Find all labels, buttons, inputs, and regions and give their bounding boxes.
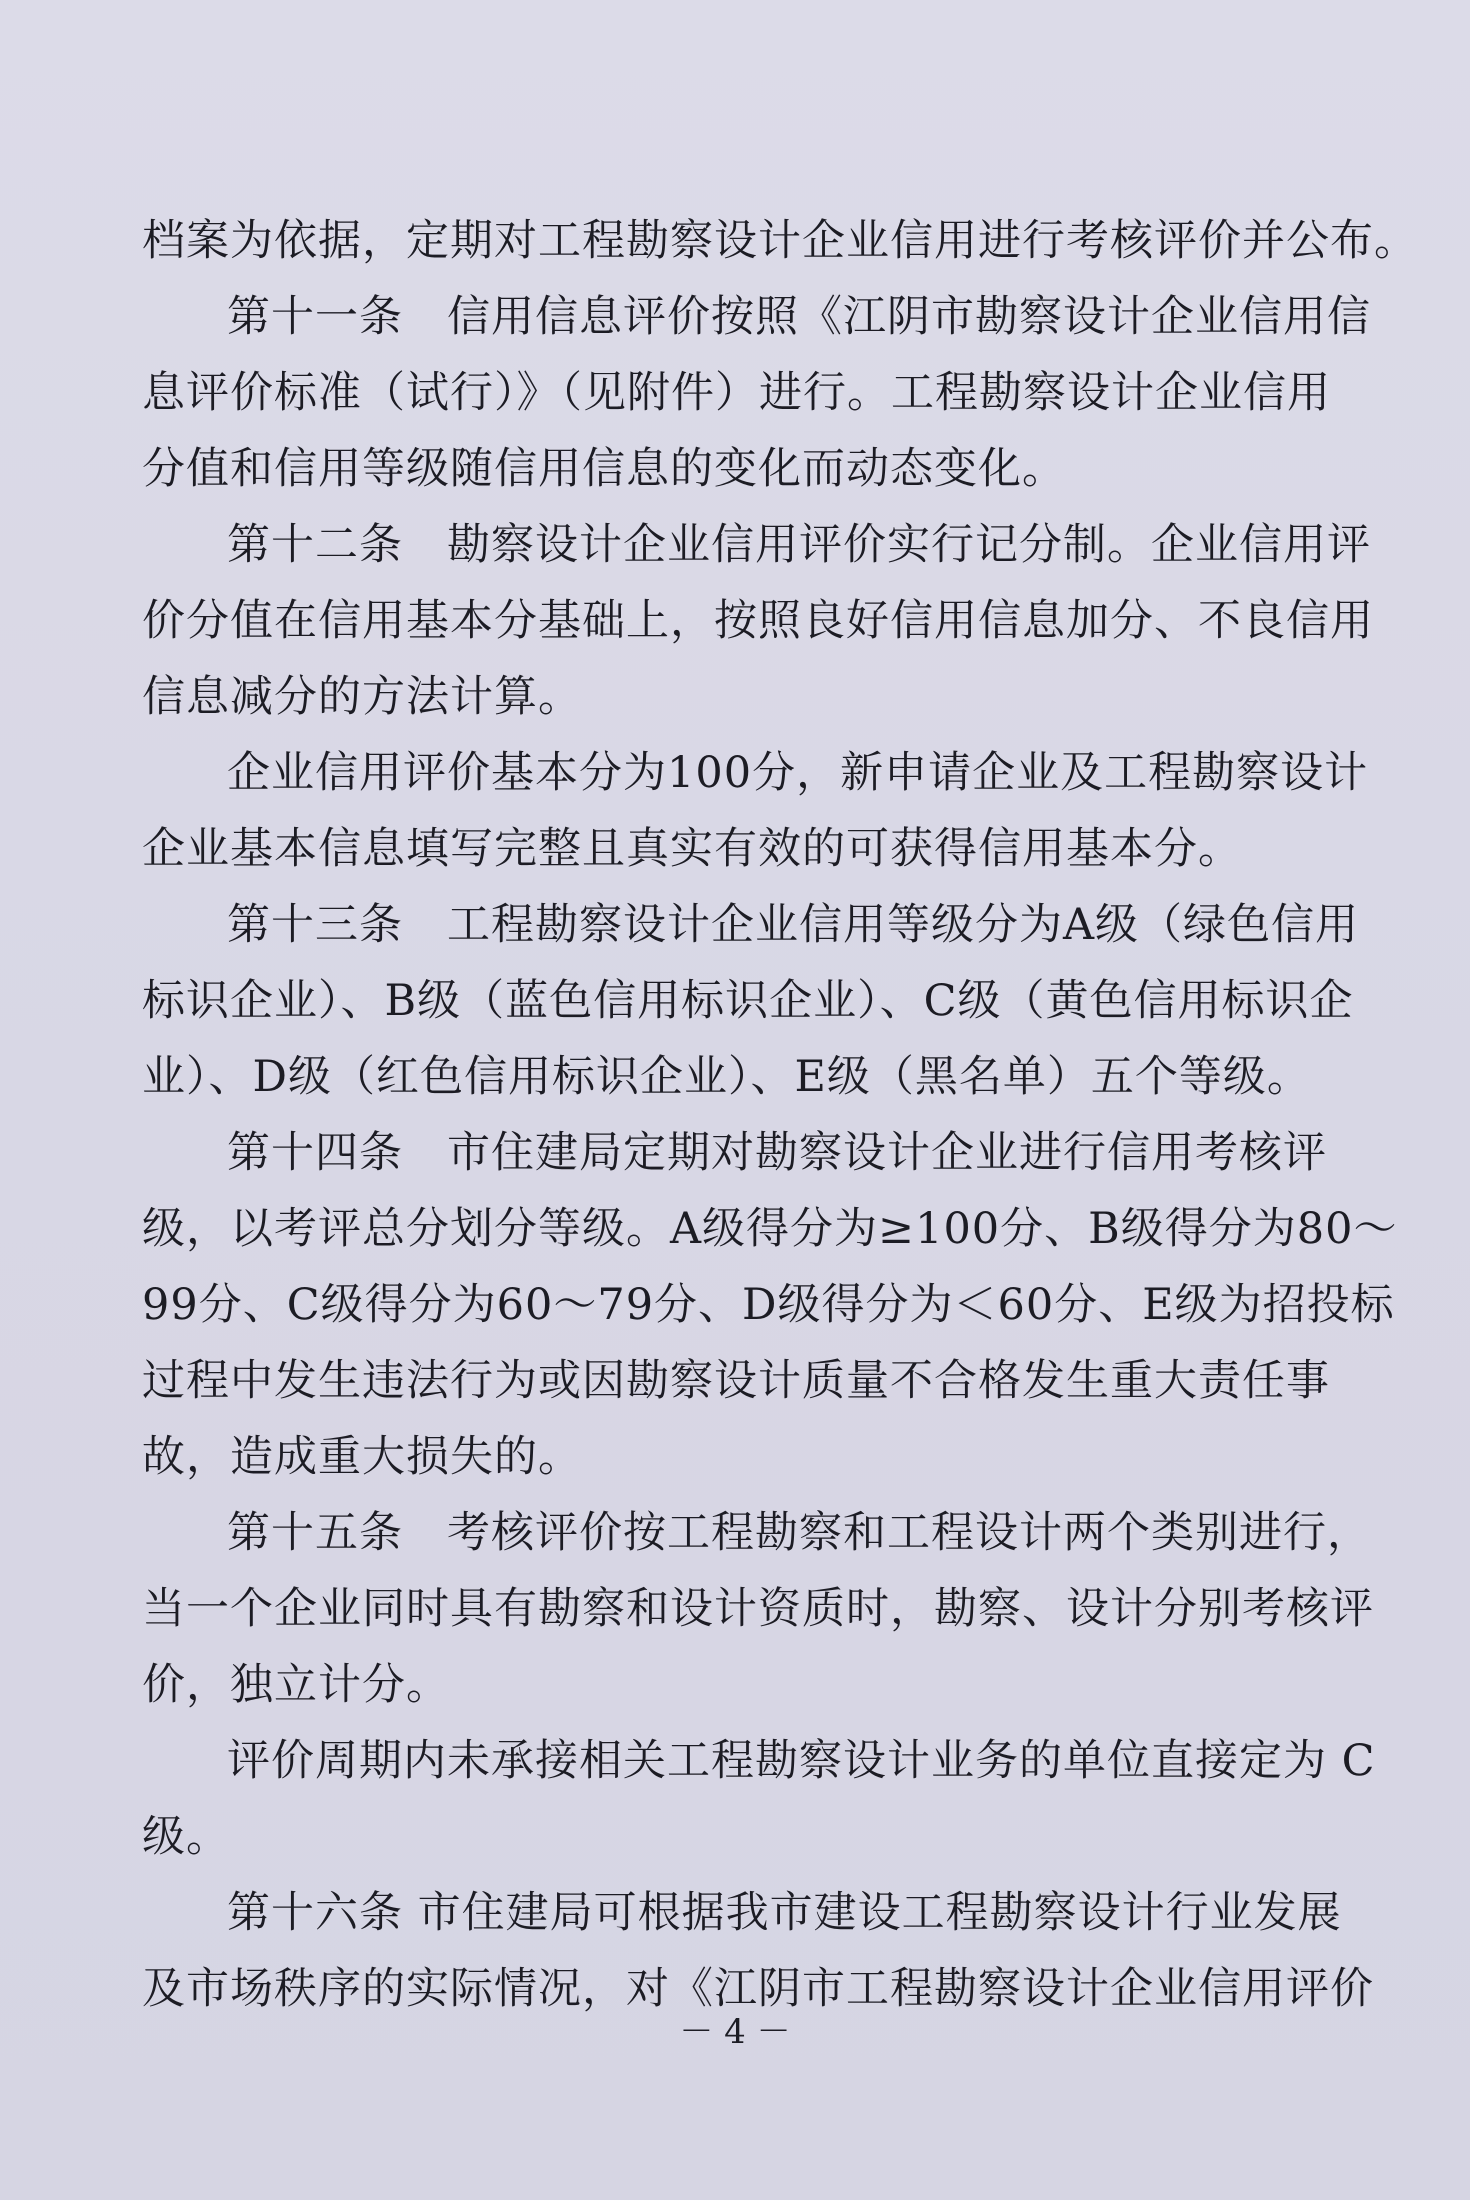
text-line-19: 当一个企业同时具有勘察和设计资质时，勘察、设计分别考核评	[142, 1584, 1374, 1634]
text-line-12: 业）、D级（红色信用标识企业）、E级（黑名单）五个等级。	[142, 1052, 1311, 1102]
text-line-3: 息评价标准（试行）》（见附件）进行。工程勘察设计企业信用	[142, 368, 1331, 418]
text-line-7: 信息减分的方法计算。	[142, 672, 582, 722]
text-line-20: 价，独立计分。	[142, 1660, 450, 1710]
text-line-23: 第十六条 市住建局可根据我市建设工程勘察设计行业发展	[227, 1888, 1342, 1938]
text-line-11: 标识企业）、B级（蓝色信用标识企业）、C级（黄色信用标识企	[142, 976, 1354, 1026]
text-line-13: 第十四条 市住建局定期对勘察设计企业进行信用考核评	[227, 1128, 1327, 1178]
text-line-21: 评价周期内未承接相关工程勘察设计业务的单位直接定为 C	[227, 1736, 1376, 1786]
page-number: － 4 －	[679, 2012, 791, 2052]
text-line-22: 级。	[142, 1812, 230, 1862]
text-line-1: 档案为依据，定期对工程勘察设计企业信用进行考核评价并公布。	[142, 216, 1418, 266]
text-line-17: 故，造成重大损失的。	[142, 1432, 582, 1482]
text-line-8: 企业信用评价基本分为100分，新申请企业及工程勘察设计	[227, 748, 1369, 798]
text-line-9: 企业基本信息填写完整且真实有效的可获得信用基本分。	[142, 824, 1242, 874]
text-line-2: 第十一条 信用信息评价按照《江阴市勘察设计企业信用信	[227, 292, 1371, 342]
text-line-10: 第十三条 工程勘察设计企业信用等级分为A级（绿色信用	[227, 900, 1360, 950]
text-line-18: 第十五条 考核评价按工程勘察和工程设计两个类别进行，	[227, 1508, 1371, 1558]
text-line-15: 99分、C级得分为60～79分、D级得分为＜60分、E级为招投标	[142, 1280, 1395, 1330]
text-line-4: 分值和信用等级随信用信息的变化而动态变化。	[142, 444, 1066, 494]
text-line-14: 级，以考评总分划分等级。A级得分为≥100分、B级得分为80～	[142, 1204, 1398, 1254]
text-line-16: 过程中发生违法行为或因勘察设计质量不合格发生重大责任事	[142, 1356, 1330, 1406]
text-line-5: 第十二条 勘察设计企业信用评价实行记分制。企业信用评	[227, 520, 1371, 570]
text-line-6: 价分值在信用基本分基础上，按照良好信用信息加分、不良信用	[142, 596, 1374, 646]
text-line-24: 及市场秩序的实际情况，对《江阴市工程勘察设计企业信用评价	[142, 1964, 1374, 2014]
